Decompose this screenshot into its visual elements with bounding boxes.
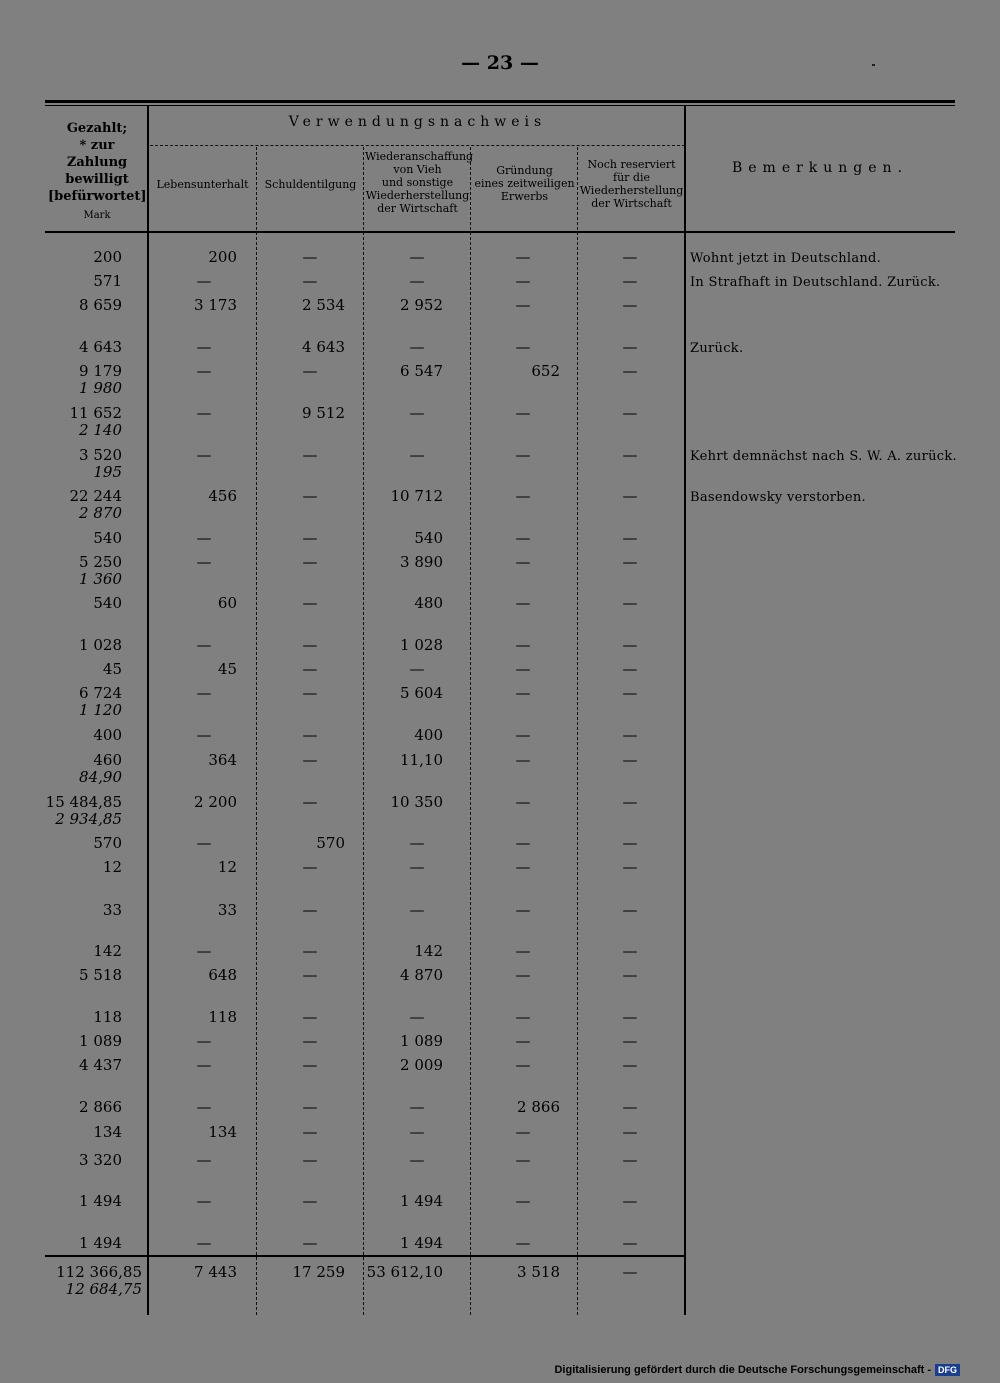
cell-value: 570 (316, 834, 345, 852)
cell-dash: — (409, 1151, 425, 1169)
cell-value: 12 (217, 858, 237, 876)
cell-dash: — (622, 446, 638, 464)
cell-value: 6 547 (400, 362, 443, 380)
total-value: 4 437 (79, 1056, 122, 1074)
table-top-rule-thin (45, 105, 955, 106)
total-value: 5 250 (79, 553, 122, 571)
cell-dash: — (409, 404, 425, 422)
cell-dash: — (515, 942, 531, 960)
cell-dash: — (622, 858, 638, 876)
cell-value: 1 089 (400, 1032, 443, 1050)
footer-text: Digitalisierung gefördert durch die Deutsche Forschungsgemeinschaft - (554, 1364, 931, 1376)
total-value: 12 (102, 858, 122, 876)
cell-dash: — (302, 726, 318, 744)
cell-dash: — (302, 1234, 318, 1252)
cell-dash: — (515, 751, 531, 769)
col-divider-1 (256, 147, 257, 1315)
sub-header: Schuldentilgung (264, 178, 357, 191)
cell-dash: — (622, 901, 638, 919)
sub-header: Wiederanschaffung von Vieh und sonstige Wiederherstellung der Wirtschaft (365, 150, 474, 215)
total-sub-sum: 12 684,75 (65, 1280, 142, 1298)
cell-value: 456 (208, 487, 237, 505)
cell-value: 2 952 (400, 296, 443, 314)
cell-value: 2 009 (400, 1056, 443, 1074)
col-divider-remarks (684, 105, 686, 1315)
cell-dash: — (622, 338, 638, 356)
cell-dash: — (622, 726, 638, 744)
cell-value: 118 (208, 1008, 237, 1026)
sub-value: 1 120 (79, 701, 122, 719)
total-value: 8 659 (79, 296, 122, 314)
cell-dash: — (196, 636, 212, 654)
table-title: Verwendungsnachweis (288, 114, 547, 130)
cell-dash: — (302, 248, 318, 266)
cell-dash: — (515, 684, 531, 702)
sub-value: 1 360 (79, 570, 122, 588)
total-value: 45 (102, 660, 122, 678)
cell-dash: — (196, 834, 212, 852)
cell-value: 60 (217, 594, 237, 612)
cell-dash: — (622, 834, 638, 852)
cell-dash: — (622, 594, 638, 612)
cell-dash: — (515, 966, 531, 984)
cell-dash: — (622, 296, 638, 314)
total-value: 2 866 (79, 1098, 122, 1116)
cell-value: 652 (531, 362, 560, 380)
cell-dash: — (409, 248, 425, 266)
cell-value: 4 870 (400, 966, 443, 984)
cell-dash: — (622, 487, 638, 505)
cell-value: 2 866 (517, 1098, 560, 1116)
cell-dash: — (302, 487, 318, 505)
cell-dash: — (515, 1234, 531, 1252)
total-value: 33 (102, 901, 122, 919)
sub-value: 2 870 (79, 504, 122, 522)
sub-value: 84,90 (79, 768, 122, 786)
cell-dash: — (622, 1151, 638, 1169)
cell-dash: — (622, 272, 638, 290)
cell-value: 10 712 (390, 487, 443, 505)
sub-value: 2 934,85 (55, 810, 122, 828)
cell-dash: — (515, 1123, 531, 1141)
cell-dash: — (409, 1123, 425, 1141)
col-divider-3 (470, 147, 471, 1315)
cell-dash: — (515, 553, 531, 571)
cell-dash: — (196, 1032, 212, 1050)
cell-dash: — (302, 1032, 318, 1050)
totals-rule (45, 1255, 685, 1257)
total-value: 3 520 (79, 446, 122, 464)
header-bottom-rule (45, 231, 955, 233)
cell-dash: — (622, 1123, 638, 1141)
cell-dash: — (409, 858, 425, 876)
cell-dash: — (302, 751, 318, 769)
cell-value: 17 259 (292, 1263, 345, 1281)
cell-dash: — (515, 1151, 531, 1169)
sub-header: Lebensunterhalt (156, 178, 249, 191)
cell-dash: — (515, 636, 531, 654)
cell-dash: — (622, 1192, 638, 1210)
remark: Zurück. (690, 341, 744, 356)
cell-dash: — (302, 1192, 318, 1210)
cell-dash: — (515, 793, 531, 811)
cell-dash: — (622, 942, 638, 960)
remark: Kehrt demnächst nach S. W. A. zurück. (690, 449, 957, 464)
cell-dash: — (515, 446, 531, 464)
cell-dash: — (196, 404, 212, 422)
cell-dash: — (409, 338, 425, 356)
cell-value: 1 494 (400, 1234, 443, 1252)
cell-dash: — (196, 362, 212, 380)
cell-dash: — (515, 248, 531, 266)
total-value: 1 089 (79, 1032, 122, 1050)
cell-dash: — (196, 338, 212, 356)
cell-dash: — (302, 793, 318, 811)
cell-dash: — (409, 446, 425, 464)
total-value: 540 (93, 594, 122, 612)
cell-dash: — (622, 1234, 638, 1252)
cell-dash: — (302, 660, 318, 678)
cell-dash: — (515, 1056, 531, 1074)
cell-dash: — (622, 1263, 638, 1281)
cell-value: 9 512 (302, 404, 345, 422)
cell-value: 3 518 (517, 1263, 560, 1281)
cell-dash: — (302, 1123, 318, 1141)
total-value: 11 652 (69, 404, 122, 422)
cell-dash: — (515, 858, 531, 876)
cell-value: 53 612,10 (366, 1263, 443, 1281)
cell-value: 45 (217, 660, 237, 678)
cell-dash: — (302, 594, 318, 612)
cell-dash: — (302, 1056, 318, 1074)
cell-value: 540 (414, 529, 443, 547)
cell-dash: — (196, 553, 212, 571)
total-value: 15 484,85 (45, 793, 122, 811)
cell-dash: — (409, 1008, 425, 1026)
cell-dash: — (622, 1098, 638, 1116)
cell-dash: — (622, 404, 638, 422)
cell-dash: — (622, 553, 638, 571)
total-value: 1 494 (79, 1234, 122, 1252)
cell-dash: — (302, 966, 318, 984)
cell-value: 5 604 (400, 684, 443, 702)
total-sum: 112 366,85 (56, 1263, 142, 1281)
sub-value: 2 140 (79, 421, 122, 439)
cell-value: 7 443 (194, 1263, 237, 1281)
cell-dash: — (196, 684, 212, 702)
total-value: 460 (93, 751, 122, 769)
cell-dash: — (196, 1056, 212, 1074)
total-value: 540 (93, 529, 122, 547)
col0-unit: Mark (83, 210, 111, 221)
cell-value: 11,10 (400, 751, 443, 769)
cell-dash: — (302, 942, 318, 960)
col0-header (48, 120, 146, 224)
total-value: 134 (93, 1123, 122, 1141)
cell-dash: — (515, 660, 531, 678)
table-top-rule (45, 100, 955, 103)
cell-dash: — (622, 362, 638, 380)
cell-dash: — (515, 272, 531, 290)
cell-dash: — (196, 1192, 212, 1210)
cell-dash: — (515, 726, 531, 744)
cell-dash: — (515, 1192, 531, 1210)
cell-dash: — (622, 684, 638, 702)
cell-dash: — (622, 751, 638, 769)
cell-dash: — (196, 1151, 212, 1169)
cell-value: 3 890 (400, 553, 443, 571)
cell-dash: — (622, 793, 638, 811)
cell-dash: — (515, 529, 531, 547)
total-value: 4 643 (79, 338, 122, 356)
cell-dash: — (196, 446, 212, 464)
footer (554, 1364, 960, 1376)
cell-dash: — (515, 338, 531, 356)
cell-dash: — (515, 594, 531, 612)
cell-value: 3 173 (194, 296, 237, 314)
cell-dash: — (302, 529, 318, 547)
cell-dash: — (302, 636, 318, 654)
col0-header-line: bewilligt (65, 172, 129, 187)
total-value: 570 (93, 834, 122, 852)
remark: Basendowsky verstorben. (690, 490, 866, 505)
total-value: 1 028 (79, 636, 122, 654)
total-value: 118 (93, 1008, 122, 1026)
cell-dash: — (409, 901, 425, 919)
cell-value: 480 (414, 594, 443, 612)
cell-value: 134 (208, 1123, 237, 1141)
sub-header: Noch reserviert für die Wiederherstellung der Wirtschaft (579, 158, 684, 210)
dfg-logo: DFG (935, 1364, 960, 1376)
sub-header: Gründung eines zeitweiligen Erwerbs (474, 164, 575, 203)
cell-dash: — (302, 272, 318, 290)
cell-dash: — (409, 272, 425, 290)
remarks-header: Bemerkungen. (731, 160, 909, 176)
cell-value: 400 (414, 726, 443, 744)
page-number: — 23 — (461, 52, 539, 74)
total-value: 1 494 (79, 1192, 122, 1210)
cell-dash: — (302, 1151, 318, 1169)
sub-value: 1 980 (79, 379, 122, 397)
cell-dash: — (622, 1008, 638, 1026)
cell-dash: — (302, 1008, 318, 1026)
cell-dash: — (302, 553, 318, 571)
cell-value: 1 494 (400, 1192, 443, 1210)
col0-header-line: * zur Zahlung (66, 138, 128, 170)
cell-dash: — (302, 901, 318, 919)
total-value: 3 320 (79, 1151, 122, 1169)
cell-dash: — (622, 966, 638, 984)
cell-dash: — (196, 529, 212, 547)
cell-dash: — (302, 858, 318, 876)
cell-dash: — (302, 446, 318, 464)
remark: In Strafhaft in Deutschland. Zurück. (690, 275, 941, 290)
cell-value: 2 534 (302, 296, 345, 314)
cell-dash: — (515, 404, 531, 422)
cell-dash: — (515, 1032, 531, 1050)
total-value: 400 (93, 726, 122, 744)
cell-dash: — (622, 660, 638, 678)
total-value: 200 (93, 248, 122, 266)
cell-value: 4 643 (302, 338, 345, 356)
cell-dash: — (302, 1098, 318, 1116)
col0-header-line: [befürwortet] (48, 189, 147, 204)
cell-dash: — (196, 942, 212, 960)
cell-dash: — (622, 1032, 638, 1050)
title-underline (150, 145, 685, 146)
cell-value: 364 (208, 751, 237, 769)
remark: Wohnt jetzt in Deutschland. (690, 251, 882, 266)
cell-dash: — (515, 1008, 531, 1026)
cell-value: 2 200 (194, 793, 237, 811)
cell-dash: — (302, 362, 318, 380)
cell-dash: — (302, 684, 318, 702)
sub-value: 195 (93, 463, 122, 481)
cell-value: 200 (208, 248, 237, 266)
cell-dash: — (515, 487, 531, 505)
cell-dash: — (409, 834, 425, 852)
total-value: 5 518 (79, 966, 122, 984)
cell-dash: — (515, 901, 531, 919)
cell-dash: — (196, 726, 212, 744)
cell-dash: — (622, 529, 638, 547)
col0-header-line: Gezahlt; (66, 121, 128, 136)
cell-dash: — (515, 296, 531, 314)
cell-dash: — (196, 1234, 212, 1252)
cell-value: 142 (414, 942, 443, 960)
cell-dash: — (622, 636, 638, 654)
cell-value: 10 350 (390, 793, 443, 811)
speck-mark (872, 64, 875, 66)
cell-value: 648 (208, 966, 237, 984)
total-value: 142 (93, 942, 122, 960)
cell-dash: — (196, 1098, 212, 1116)
cell-dash: — (622, 1056, 638, 1074)
cell-value: 33 (217, 901, 237, 919)
col-divider-4 (577, 147, 578, 1315)
cell-dash: — (622, 248, 638, 266)
total-value: 22 244 (69, 487, 122, 505)
total-value: 571 (93, 272, 122, 290)
total-value: 9 179 (79, 362, 122, 380)
cell-dash: — (515, 834, 531, 852)
total-value: 6 724 (79, 684, 122, 702)
cell-dash: — (409, 1098, 425, 1116)
cell-dash: — (409, 660, 425, 678)
cell-dash: — (196, 272, 212, 290)
cell-value: 1 028 (400, 636, 443, 654)
